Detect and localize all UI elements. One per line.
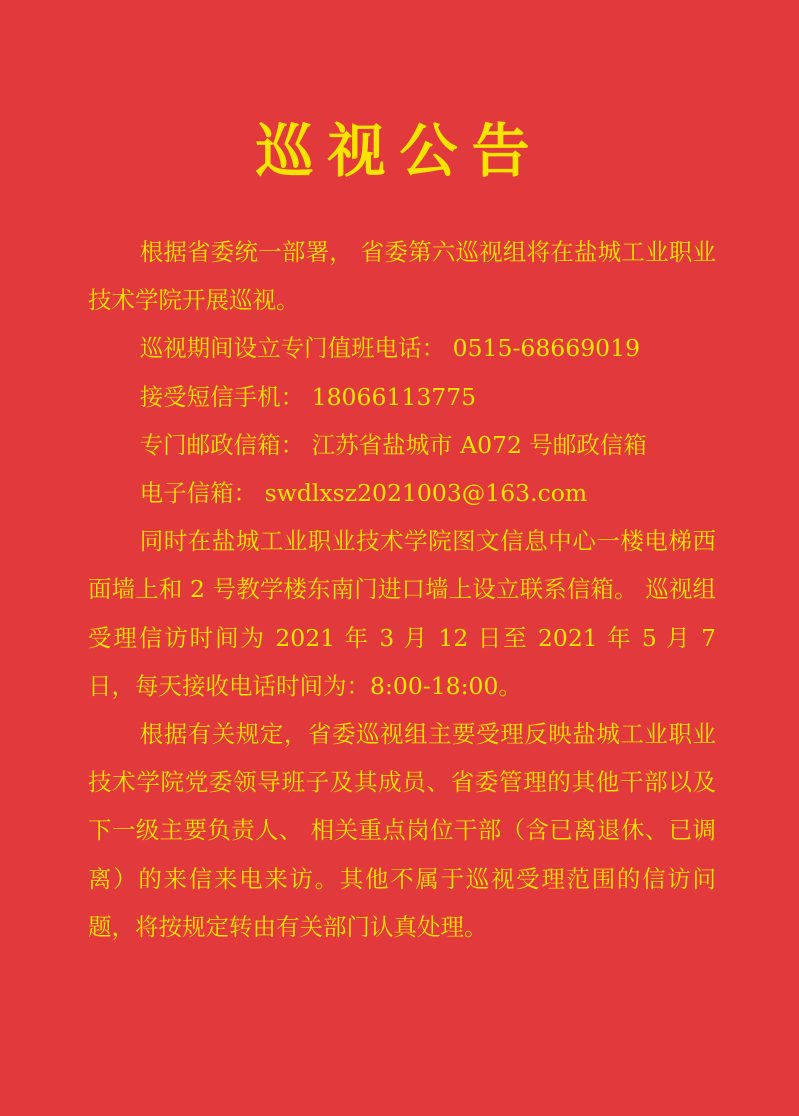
postal-box-line: 专门邮政信箱： 江苏省盐城市 A072 号邮政信箱: [139, 430, 647, 459]
notice-body: [88, 228, 716, 951]
paragraph-mailbox-and-time: 同时在盐城工业职业技术学院图文信息中心一楼电梯西面墙上和 2 号教学楼东南门进口墙上设立联系信箱。 巡视组受理信访时间为 2021 年 3 月 12 日至 2021 年 5 月 7 日，每天接收电话时间为：8:00-18:00。: [88, 527, 716, 700]
email-line: 电子信箱： swdlxsz2021003@163.com: [139, 479, 588, 508]
notice-title: 巡视公告: [255, 117, 544, 185]
paragraph-intro: 根据省委统一部署， 省委第六巡视组将在盐城工业职业技术学院开展巡视。: [88, 238, 716, 315]
duty-phone-line: 巡视期间设立专门值班电话： 0515-68669019: [139, 334, 641, 363]
sms-phone-line: 接受短信手机： 18066113775: [139, 382, 477, 411]
paragraph-scope: 根据有关规定，省委巡视组主要受理反映盐城工业职业技术学院党委领导班子及其成员、省委管理的其他干部以及下一级主要负责人、 相关重点岗位干部（含已离退休、已调离）的来信来电来访。其他不属于巡视受理范围的信访问题，将按规定转由有关部门认真处理。: [88, 720, 716, 941]
